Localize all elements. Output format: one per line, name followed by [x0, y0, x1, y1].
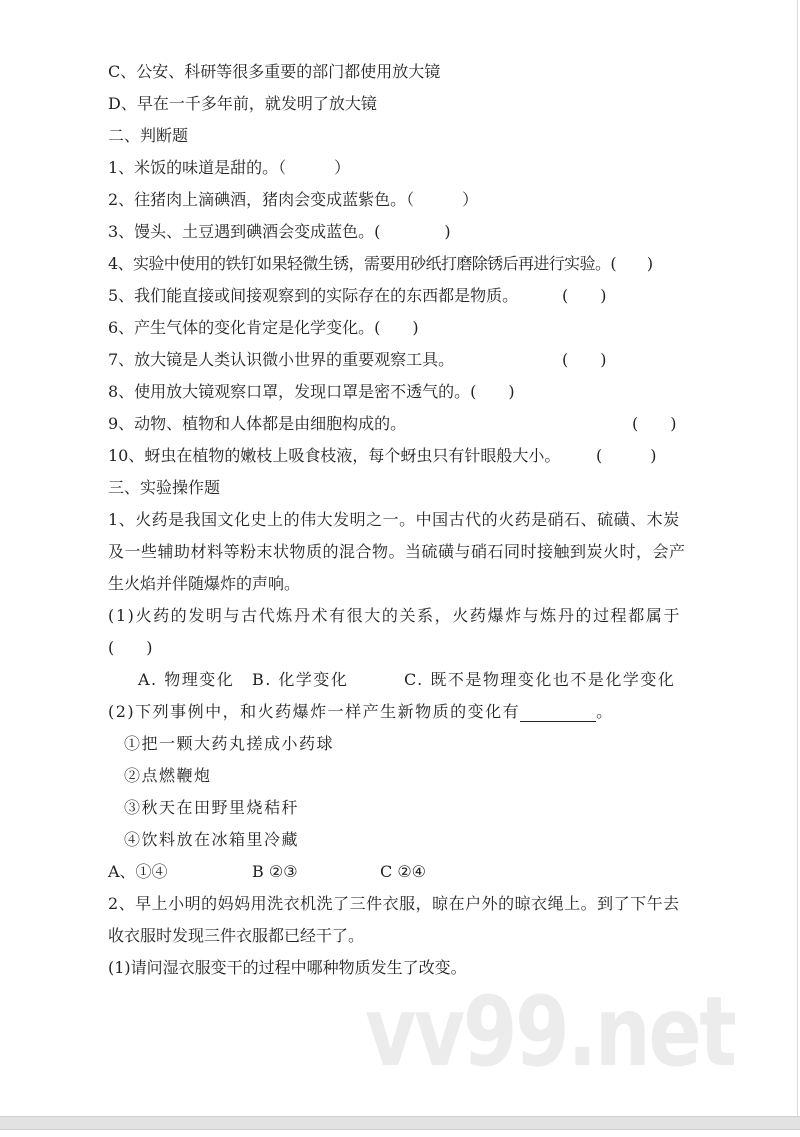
judgment-9-bracket: ( ) — [632, 414, 677, 433]
question-1-part-2-end: 。 — [596, 702, 614, 721]
answer-c: C ②④ — [380, 862, 427, 881]
example-2: ②点燃鞭炮 — [124, 766, 212, 785]
judgment-2: 2、往猪肉上滴碘酒，猪肉会变成蓝紫色。（ ） — [108, 190, 479, 209]
watermark: vv99.net — [365, 976, 735, 1088]
answer-b: B ②③ — [252, 862, 298, 881]
judgment-10: 10、蚜虫在植物的嫩枝上吸食枝液，每个蚜虫只有针眼般大小。 — [108, 446, 561, 465]
choice-b: B. 化学变化 — [252, 670, 349, 689]
option-d: D、早在一千多年前，就发明了放大镜 — [108, 94, 377, 113]
judgment-7: 7、放大镜是人类认识微小世界的重要观察工具。 — [108, 350, 455, 369]
judgment-10-bracket: ( ) — [596, 446, 657, 465]
example-1: ①把一颗大药丸搓成小药球 — [124, 734, 335, 753]
question-1-part-1: (1)火药的发明与古代炼丹术有很大的关系，火药爆炸与炼丹的过程都属于 — [108, 606, 682, 625]
judgment-8: 8、使用放大镜观察口罩，发现口罩是密不透气的。( ) — [108, 382, 515, 401]
question-2-part-1: (1)请问湿衣服变干的过程中哪种物质发生了改变。 — [108, 958, 467, 977]
page-separator — [0, 1116, 800, 1130]
judgment-5-bracket: ( ) — [562, 286, 607, 305]
question-1-part-1-bracket: ( ) — [108, 638, 153, 657]
question-1-part-2 — [108, 702, 614, 722]
answer-a: A、①④ — [108, 862, 168, 881]
question-2-line-1: 2、早上小明的妈妈用洗衣机洗了三件衣服，晾在户外的晾衣绳上。到了下午去 — [108, 894, 680, 913]
judgment-9: 9、动物、植物和人体都是由细胞构成的。 — [108, 414, 407, 433]
question-1-part-2-text: (2)下列事例中，和火药爆炸一样产生新物质的变化有 — [108, 702, 521, 721]
choice-c: C. 既不是物理变化也不是化学变化 — [404, 670, 676, 689]
option-c: C、公安、科研等很多重要的部门都使用放大镜 — [108, 62, 441, 81]
section-heading-experiment: 三、实验操作题 — [108, 478, 221, 497]
judgment-3: 3、馒头、土豆遇到碘酒会变成蓝色。( ) — [108, 222, 451, 241]
question-2-line-2: 收衣服时发现三件衣服都已经干了。 — [108, 926, 365, 945]
section-heading-judgment: 二、判断题 — [108, 126, 189, 145]
question-1-line-2: 及一些辅助材料等粉末状物质的混合物。当硫磺与硝石同时接触到炭火时，会产 — [108, 542, 686, 561]
answer-blank — [520, 705, 596, 722]
judgment-6: 6、产生气体的变化肯定是化学变化。( ) — [108, 318, 419, 337]
example-4: ④饮料放在冰箱里冷藏 — [124, 830, 300, 849]
judgment-7-bracket: ( ) — [562, 350, 607, 369]
example-3: ③秋天在田野里烧秸秆 — [124, 798, 300, 817]
choice-a: A. 物理变化 — [138, 670, 235, 689]
question-1-line-1: 1、火药是我国文化史上的伟大发明之一。中国古代的火药是硝石、硫磺、木炭 — [108, 510, 680, 529]
judgment-4: 4、实验中使用的铁钉如果轻微生锈，需要用砂纸打磨除锈后再进行实验。( ) — [108, 254, 653, 273]
judgment-5: 5、我们能直接或间接观察到的实际存在的东西都是物质。 — [108, 286, 519, 305]
judgment-1: 1、米饭的味道是甜的。（ ） — [108, 158, 351, 177]
question-1-line-3: 生火焰并伴随爆炸的声响。 — [108, 574, 301, 593]
